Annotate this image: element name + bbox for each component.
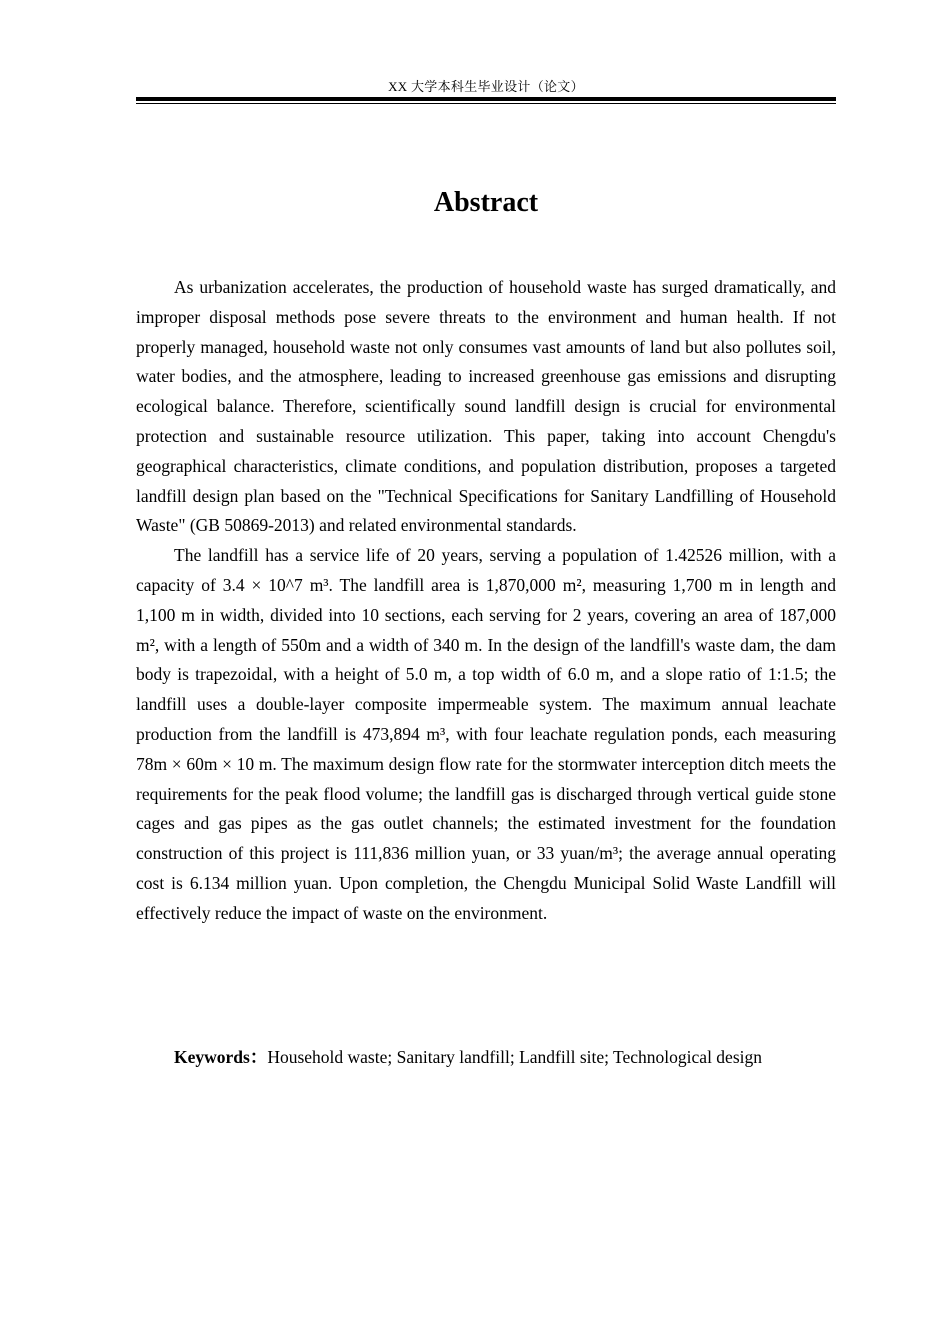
- abstract-title: Abstract: [433, 187, 539, 218]
- keywords-line: [136, 1043, 836, 1073]
- keywords-label: Keywords：: [174, 1047, 268, 1067]
- keywords-text: Household waste; Sanitary landfill; Landfill site; Technological design: [267, 1047, 762, 1067]
- abstract-body: [136, 273, 836, 929]
- header-rule-thin: [136, 103, 836, 104]
- running-header: XX 大学本科生毕业设计（论文）: [388, 79, 584, 94]
- header-rule-thick: [136, 97, 836, 101]
- abstract-paragraph-2: The landfill has a service life of 20 years, serving a population of 1.42526 million, with a capacity of 3.4 × 10^7 m³. The landfill area is 1,870,000 m², measuring 1,700 m in length and 1,100 m in width, divided into 10 sections, each serving for 2 years, covering an area of 187,000 m², with a length of 550m and a width of 340 m. In the design of the landfill's waste dam, the dam body is trapezoidal, with a height of 5.0 m, a top width of 6.0 m, and a slope ratio of 1:1.5; the landfill uses a double-layer composite impermeable system. The maximum annual leachate production from the landfill is 473,894 m³, with four leachate regulation ponds, each measuring 78m × 60m × 10 m. The maximum design flow rate for the stormwater interception ditch meets the requirements for the peak flood volume; the landfill gas is discharged through vertical guide stone cages and gas pipes as the gas outlet channels; the estimated investment for the foundation construction of this project is 111,836 million yuan, or 33 yuan/m³; the average annual operating cost is 6.134 million yuan. Upon completion, the Chengdu Municipal Solid Waste Landfill will effectively reduce the impact of waste on the environment.: [136, 545, 836, 923]
- abstract-paragraph-1: As urbanization accelerates, the production of household waste has surged dramatically, and improper disposal methods pose severe threats to the environment and human health. If not properly managed, household waste not only consumes vast amounts of land but also pollutes soil, water bodies, and the atmosphere, leading to increased greenhouse gas emissions and disrupting ecological balance. Therefore, scientifically sound landfill design is crucial for environmental protection and sustainable resource utilization. This paper, taking into account Chengdu's geographical characteristics, climate conditions, and population distribution, proposes a targeted landfill design plan based on the "Technical Specifications for Sanitary Landfilling of Household Waste" (GB 50869-2013) and related environmental standards.: [136, 277, 836, 536]
